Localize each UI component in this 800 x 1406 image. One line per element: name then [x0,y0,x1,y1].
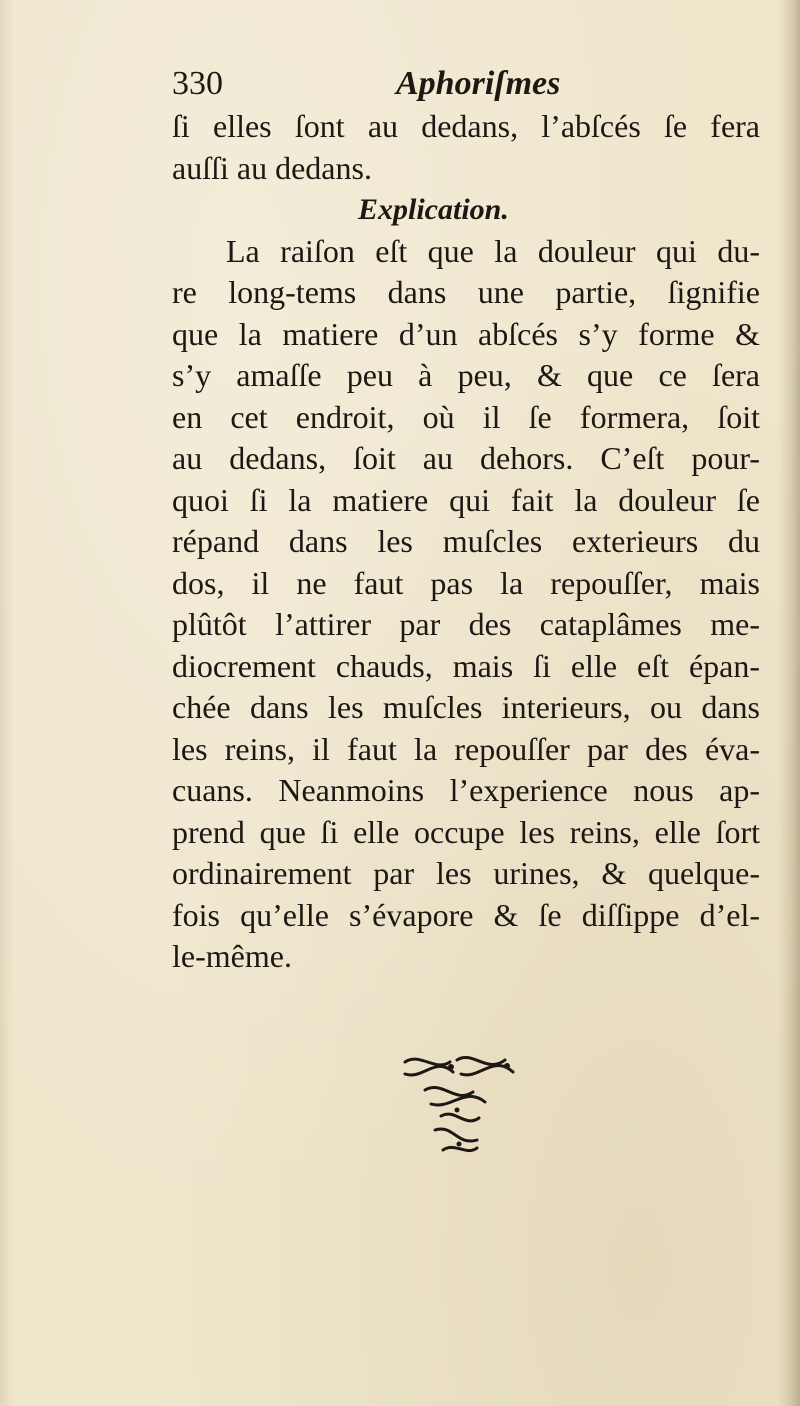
section-title: Explication. [358,193,509,226]
text-line: s’y amaſſe peu à peu, & que ce ſera [172,357,760,393]
text-line: ordinairement par les urines, & quelque- [172,855,760,891]
text-line: le-même. [172,938,292,974]
page-gutter-shadow [778,0,800,1406]
text-line: prend que ſi elle occupe les reins, elle ſort [172,813,760,850]
text-line: répand dans les muſcles exterieurs du [172,523,760,559]
text-line: ſi elles ſont au dedans, l’abſcés ſe fera [172,108,760,144]
text-line: La raiſon eſt que la douleur qui du- [226,232,760,269]
text-line: que la matiere d’un abſcés s’y forme & [172,315,760,352]
floral-ornament-icon [395,1050,525,1160]
main-text [172,106,760,978]
text-line: chée dans les muſcles interieurs, ou dans [172,689,760,725]
text-line: plûtôt l’attirer par des cataplâmes me- [172,606,760,642]
page-left-edge [0,0,14,1406]
text-line: les reins, il faut la repouſſer par des éva- [172,730,760,767]
text-line: diocrement chauds, mais ſi elle eſt épan- [172,647,760,684]
text-line: en cet endroit, où il ſe formera, ſoit [172,398,760,435]
text-line: auſſi au dedans. [172,149,372,186]
text-line: fois qu’elle s’évapore & ſe diſſippe d’el- [172,896,760,933]
text-line: quoi ſi la matiere qui fait la douleur ſe [172,481,760,518]
text-line: dos, il ne faut pas la repouſſer, mais [172,564,760,601]
page-number: 330 [172,65,223,102]
text-line: au dedans, ſoit au dehors. C’eſt pour- [172,440,760,476]
text-line: cuans. Neanmoins l’experience nous ap- [172,772,760,808]
running-head-title: Aphoriſmes [396,65,561,102]
running-head [172,62,752,110]
text-line: re long-tems dans une partie, ſignifie [172,274,760,310]
